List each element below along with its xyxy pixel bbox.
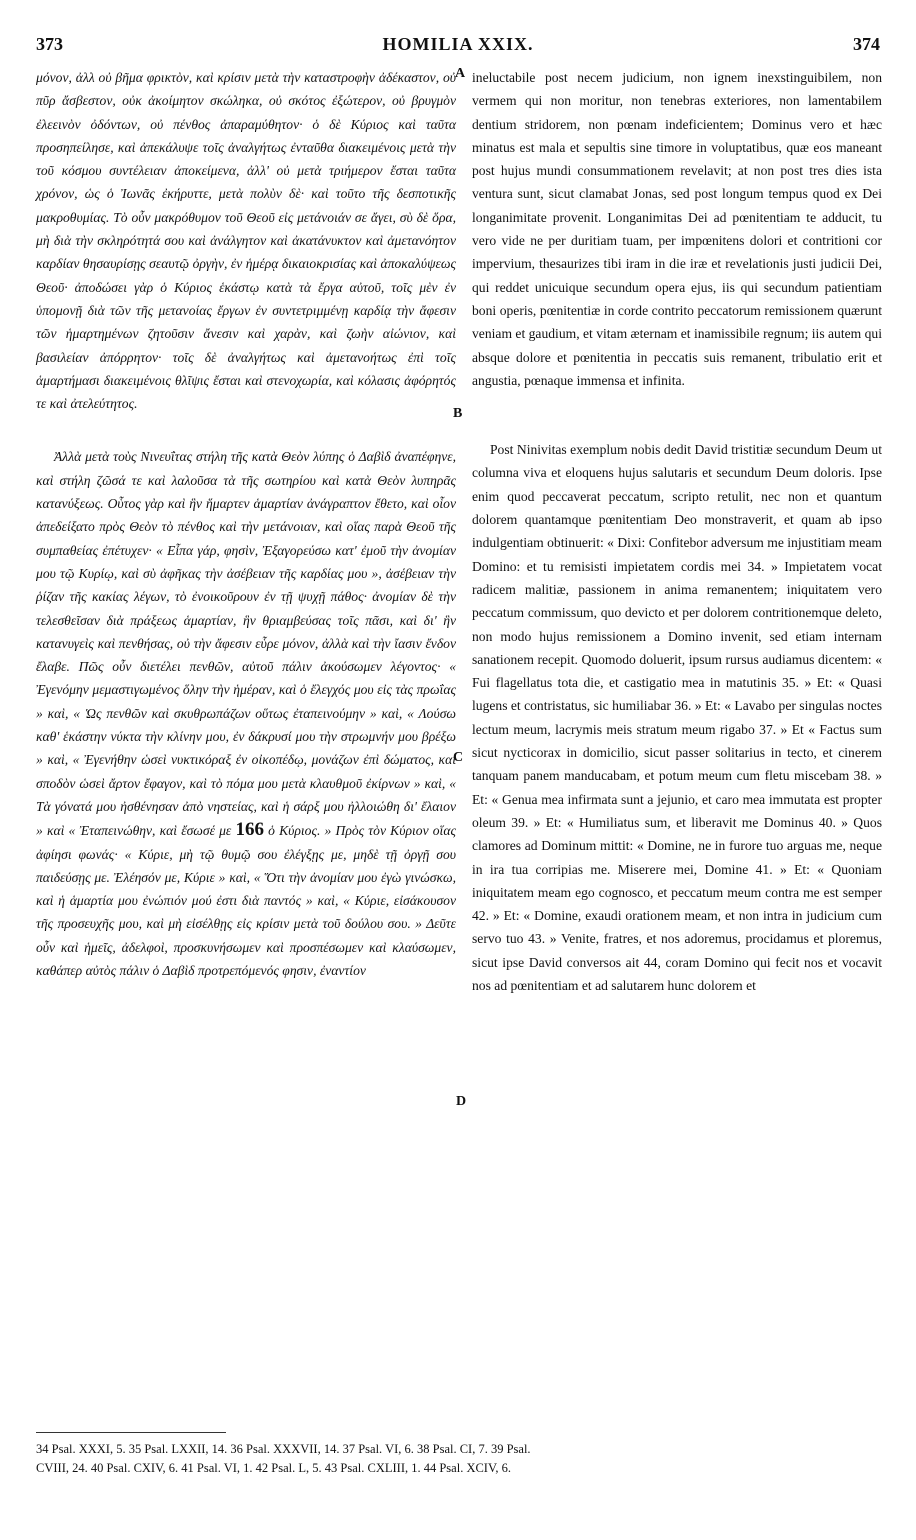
running-title: HOMILIA XXIX. xyxy=(382,34,534,54)
greek-paragraph xyxy=(36,445,456,982)
margin-letter-c: C xyxy=(453,750,464,765)
column-number: 166 xyxy=(235,819,264,841)
margin-letter-d: D xyxy=(456,1094,467,1109)
latin-column xyxy=(472,66,882,997)
latin-paragraph: Post Ninivitas exemplum nobis dedit David tristitiæ secundum Deum ut columna viva et eloquens hujus salutaris et secundum Deum doloris. Ipse enim quod peccaverat peccatum, scripto retulit, nec non et quantum dolorem quantamque pœnitentiam Deo monstraverit, et quam ab ipso indulgentiam obtinuerit: « Dixi: Confitebor adversum me injustitiam meam Domino: et tu remisisti impietatem cordis mei 34. » Impietatem vocat radicem malitiæ, passionem in anima remanentem; iniquitatem vero peccatum commissum, quo devicto et per dolorem contritionemque deleto, non modo hujus remissionem a Domino invenit, sed etiam internam sanationem recepit. Quomodo doluerit, ipsum rursus audiamus dicentem: « Fui flagellatus tota die, et castigatio mea in matutinis 35. » Et: « Quasi lugens et contristatus, sic humiliabar 36. » Et: « Lavabo per singulas noctes lectum meum, lacrymis meis stratum meum rigabo 37. » Et « Factus sum sicut nycticorax in domicilio, sicut passer solitarius in tecto, et cinerem tanquam panem manducabam, et potum meum cum fletu miscebam 38. » Et: « Genua mea infirmata sunt a jejunio, et caro mea immutata est propter oleum 39. » Et: « Humiliatus sum, et liberavit me Dominus 40. » Quos clamores ad Dominum mittit: « Domine, ne in furore tuo arguas me, neque in ira tua corripias me. Miserere mei, Domine 41. » Et: « Quoniam iniquitatem meam ego cognosco, et peccatum meum contra me est semper 42. » Et: « Domine, exaudi orationem meam, et non intra in judicium cum servo tuo 43. » Venite, fratres, et nos adoremus, procidamus et ploremus, sicut ipse David conversos ait 44, coram Domino qui fecit nos et vocavit nos ad pœnitentiam et ad salutarem hunc dolorem et xyxy=(472,442,883,993)
footnotes xyxy=(36,1440,880,1478)
greek-text: Ἀλλὰ μετὰ τοὺς Νινευΐτας στήλη τῆς κατὰ Θεὸν λύπης ὁ Δαβὶδ ἀναπέφηνε, καὶ στήλη ζῶσά τε καὶ λαλοῦσα τὰ τῆς σωτηρίου καὶ κατὰ Θεὸν λυπηρᾶς κατανύξεως. Οὗτος γὰρ καὶ ἣν ἥμαρτεν ἁμαρτίαν ἀνάγραπτον ἔθετο, καὶ οἷον ἀπεδείξατο πρὸς Θεὸν τὸ πένθος καὶ τὴν μετάνοιαν, καὶ οἵας παρὰ Θεοῦ τῆς συμπαθείας ἐπέτυχεν· « Εἶπα γάρ, φησὶν, Ἐξαγορεύσω κατ' ἐμοῦ τὴν ἀνομίαν μου τῷ Κυρίῳ, καὶ σὺ ἀφῆκας τὴν ἀσέβειαν τῆς καρδίας μου », ἀσέβειαν τὴν ῥίζαν τῆς κακίας λέγων, τὸ ἐνοικοῦρουν ἐν τῇ ψυχῇ πάθος· ἀνομίαν δὲ τὴν τελεσθεῖσαν διὰ πράξεως ἁμαρτίαν, ἣν θριαμβεύσας τοῖς πᾶσι, καὶ δι' ἣν κατανυγεὶς καὶ πενθήσας, οὐ τὴν ἄφεσιν εὗρε μόνον, ἀλλὰ καὶ τὴν ἴασιν ἔνδον ἔλαβε. Πῶς οὖν διετέλει πενθῶν, αὐτοῦ πάλιν ἀκούσωμεν λέγοντος· « Ἐγενόμην μεμαστιγωμένος ὅλην τὴν ἡμέραν, καὶ ὁ ἔλεγχός μου εἰς τὰς πρωΐας » καὶ, « Ὡς πενθῶν καὶ σκυθρωπάζων οὕτως ἐταπεινούμην » καὶ, « Λούσω καθ' ἑκάστην νύκτα τὴν κλίνην μου, ἐν δάκρυσί μου τὴν στρωμνήν μου βρέξω » καὶ, « Ἐγενήθην ὡσεὶ νυκτικόραξ ἐν οἰκοπέδῳ, μονάζων ἐπὶ δώματος, καὶ σποδὸν ὡσεὶ ἄρτον ἔφαγον, καὶ τὸ πόμα μου μετὰ κλαυθμοῦ ἐκίρνων » καὶ, « Τὰ γόνατά μου ἠσθένησαν ἀπὸ νηστείας, καὶ ἡ σάρξ μου ἠλλοιώθη δι' ἔλαιον » καὶ « Ἐταπεινώθην, καὶ ἔσωσέ με xyxy=(36,449,456,839)
margin-letter-a: A xyxy=(455,66,466,81)
page-number-right: 374 xyxy=(853,34,880,54)
page-number-left: 373 xyxy=(36,34,63,54)
running-header xyxy=(36,34,880,60)
margin-letter-b: B xyxy=(453,406,463,421)
greek-paragraph: μόνον, ἀλλ οὐ βῆμα φρικτὸν, καὶ κρίσιν μετὰ τὴν καταστροφὴν ἀδέκαστον, οὐ πῦρ ἄσβεστον, οὐκ ἀκοίμητον σκώληκα, οὐ σκότος ἐξώτερον, οὐ βρυγμὸν ἐλεεινὸν ὀδόντων, οὐ πένθος ἀπαραμύθητον· ὁ δὲ Κύριος καὶ ταῦτα προσηπείλησε, καὶ ἀπεκάλυψε τοῖς ἀναλγήτως ἐνταῦθα διακειμένοις μετὰ τὴν τοῦ κόσμου συντέλειαν ἀποκείμενα, ἀλλ' οὐ μετὰ τριήμερον ἔσται ταῦτα χρόνον, ὡς ὁ Ἰωνᾶς ἐκήρυττε, μετὰ πολὺν δὲ· καὶ τοῦτο τῆς δεσποτικῆς μακροθυμίας. Τὸ οὖν μακρόθυμον τοῦ Θεοῦ εἰς μετάνοιάν σε ἄγει, σὺ δὲ ὅρα, μὴ διὰ τὴν σκληρότητά σου καὶ ἀνάλγητον καὶ ἀκατάνυκτον καὶ ἀμετανόητον καρδίαν θησαυρίσῃς σεαυτῷ ὀργὴν, ἐν ἡμέρᾳ δικαιοκρισίας καὶ ἀποκαλύψεως Θεοῦ· ἀποδώσει γὰρ ὁ Κύριος ἑκάστῳ κατὰ τὰ ἔργα αὐτοῦ, τοῖς μὲν ἐν ὑπομονῇ διὰ τῶν τῆς μετανοίας ἔργων ἐν συντετριμμένῃ καρδίᾳ τὴν ἄφεσιν τῶν ἡμαρτημένων ζητοῦσιν ἄνεσιν καὶ χαρὰν, καὶ ζωὴν αἰώνιον, καὶ βασιλείαν ἀπόρρητον· τοῖς δὲ ἀναλγήτως καὶ ἀμετανοήτως ἐπὶ τοῖς ἁμαρτήμασι διακειμένοις θλῖψις ἔσται καὶ στενοχωρία, καὶ κόλασις ἀφόρητός τε καὶ ἀτελεύτητος. xyxy=(36,70,456,412)
greek-text: ὁ Κύριος. » Πρὸς τὸν Κύριον οἵας ἀφίησι φωνάς· « Κύριε, μὴ τῷ θυμῷ σου ἐλέγξῃς με, μηδὲ τῇ ὀργῇ σου παιδεύσῃς με. Ἐλέησόν με, Κύριε » καὶ, « Ὅτι τὴν ἀνομίαν μου ἐγὼ γινώσκω, καὶ ἡ ἁμαρτία μου ἐνώπιόν μού ἐστι διὰ παντός » καὶ, « Κύριε, εἰσάκουσον τῆς προσευχῆς μου, καὶ μὴ εἰσέλθῃς εἰς κρίσιν μετὰ τοῦ δούλου σου. » Δεῦτε οὖν καὶ ἡμεῖς, ἀδελφοὶ, προσκυνήσωμεν καὶ προσπέσωμεν καὶ κλαύσωμεν, καθάπερ αὐτὸς πάλιν ὁ Δαβὶδ προτρεπόμενός φησιν, ἐναντίον xyxy=(36,823,456,978)
latin-paragraph: ineluctabile post necem judicium, non ignem inexstinguibilem, non vermem qui non moritur, non tenebras exteriores, non lamentabilem dentium stridorem, non pœnam indeficientem; Dominus vero et hæc minatus est mala et sepultis sine timore in voluptatibus, quæ eos maneant post hujus mundi consummationem revelavit; at non post tres dies ista ventura sunt, sicut clamabat Jonas, sed post longum tempus quod ex Dei longanimitate provenit. Longanimitas Dei ad pœnitentiam te adducit, tu vero vide ne per duritiam tuam, per impœnitens dolori et contritioni cor impervium, thesaurizes tibi iram in die iræ et revelationis justi judicii Dei, qui reddet unicuique secundum opera ejus, iis qui secundum patientiam boni operis, pœnitentiæ in corde contrito peccatorum remissionem quærunt veniam et gaudium, et vitam æternam et inamissibile regnum; iis autem qui absque dolore et pœnitentia in peccatis suis remanent, tribulatio erit et angustia, pœnaque immensa et infinita. xyxy=(472,70,882,388)
greek-column xyxy=(36,66,456,982)
footnote-line: 34 Psal. XXXI, 5. 35 Psal. LXXII, 14. 36 Psal. XXXVII, 14. 37 Psal. VI, 6. 38 Psal. CI, 7. 39 Psal. xyxy=(36,1442,531,1456)
footnote-rule xyxy=(36,1432,226,1433)
footnote-line: CVIII, 24. 40 Psal. CXIV, 6. 41 Psal. VI, 1. 42 Psal. L, 5. 43 Psal. CXLIII, 1. 44 Psal. XCIV, 6. xyxy=(36,1461,512,1475)
